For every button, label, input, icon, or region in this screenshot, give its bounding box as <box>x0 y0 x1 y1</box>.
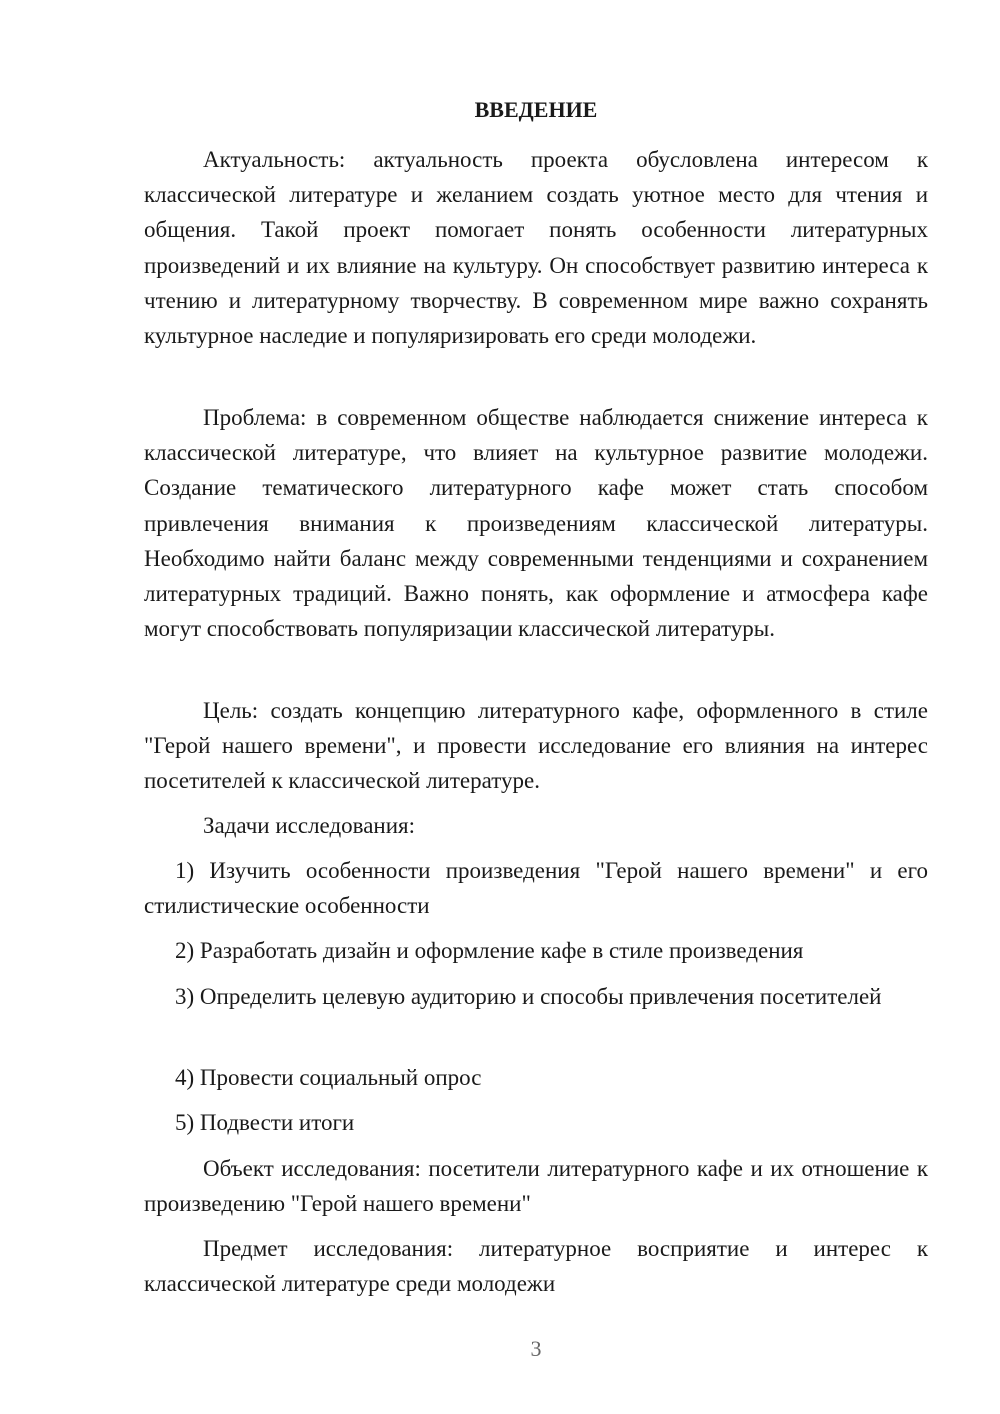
paragraph-goal <box>144 693 928 799</box>
paragraph-object <box>144 1151 928 1221</box>
list-item: 5) Подвести итоги <box>175 1110 355 1135</box>
problem-text: Проблема: в современном обществе наблюдается снижение интереса к классической литературе, что влияет на культурное развитие молодежи. Создание тематического литературного кафе может стать способом привлечения внимания к произведениям классической литературы. Необходимо найти баланс между современными тенденциями и сохранением литературных традиций. Важно понять, как оформление и атмосфера кафе могут способствовать популяризации классической литературы. <box>144 405 928 642</box>
paragraph-problem <box>144 400 928 646</box>
task-item-5 <box>144 1105 928 1140</box>
page-title: ВВЕДЕНИЕ <box>474 97 598 122</box>
object-text: Объект исследования: посетители литературного кафе и их отношение к произведению "Герой нашего времени" <box>144 1156 928 1217</box>
list-item: 3) Определить целевую аудиторию и способы привлечения посетителей <box>175 984 882 1009</box>
paragraph-relevance <box>144 142 928 353</box>
list-item: 4) Провести социальный опрос <box>175 1065 482 1090</box>
tasks-heading-text: Задачи исследования: <box>203 813 416 838</box>
task-item-4 <box>144 1060 928 1095</box>
paragraph-tasks-heading <box>144 808 928 843</box>
relevance-text: Актуальность: актуальность проекта обусловлена интересом к классической литературе и желанием создать уютное место для чтения и общения. Такой проект помогает понять особенности литературных произведений и их влияние на культуру. Он способствует развитию интереса к чтению и литературному творчеству. В современном мире важно сохранять культурное наследие и популяризировать его среди молодежи. <box>144 147 928 349</box>
goal-text: Цель: создать концепцию литературного кафе, оформленного в стиле "Герой нашего времени", и провести исследование его влияния на интерес посетителей к классической литературе. <box>144 698 928 794</box>
task-item-2 <box>144 933 928 968</box>
page-number: 3 <box>530 1336 542 1361</box>
paragraph-subject <box>144 1231 928 1301</box>
list-item: 2) Разработать дизайн и оформление кафе в стиле произведения <box>175 938 804 963</box>
task-item-1 <box>144 853 928 923</box>
subject-text: Предмет исследования: литературное восприятие и интерес к классической литературе среди молодежи <box>144 1236 928 1297</box>
list-item: 1) Изучить особенности произведения "Герой нашего времени" и его стилистические особенности <box>144 858 928 919</box>
task-item-3 <box>144 979 928 1014</box>
